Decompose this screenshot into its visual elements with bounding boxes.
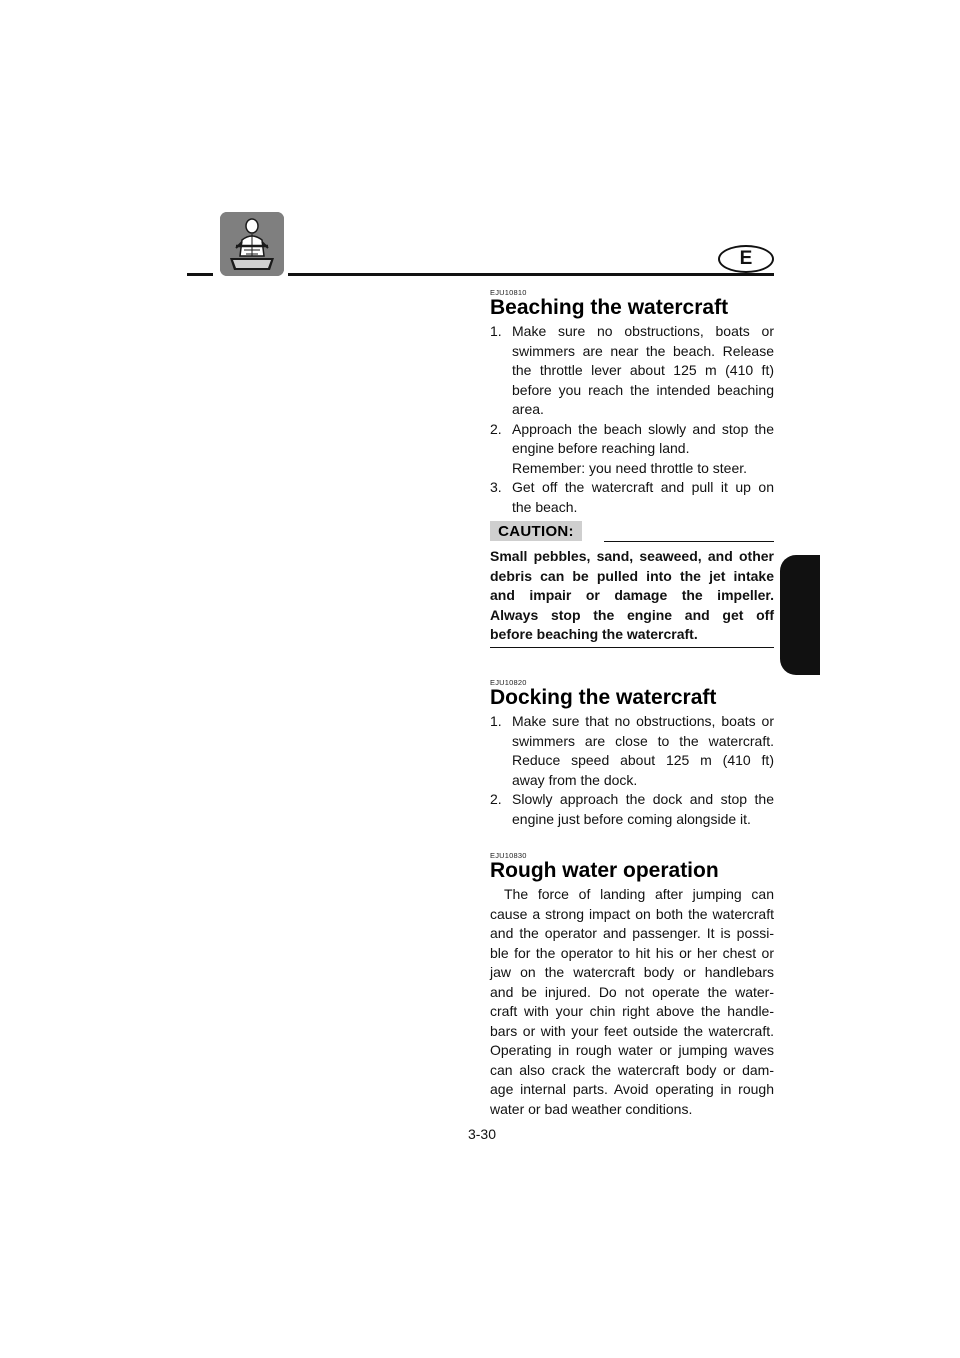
step-line: Approach the beach slowly and stop the <box>512 420 774 437</box>
step-line: away from the dock. <box>512 771 638 788</box>
caution-label <box>490 521 582 541</box>
caution-rule-top <box>604 541 774 542</box>
step-line: before you reach the intended beaching <box>512 381 774 398</box>
paragraph-line: and the operator and passenger. It is possi- <box>490 925 774 941</box>
paragraph-line: ble for the operator to hit his or her chest or <box>490 944 774 961</box>
paragraph-line: age internal parts. Avoid operating in rough <box>490 1081 774 1097</box>
paragraph-line: cause a strong impact on both the watercraft <box>490 905 774 922</box>
paragraph-line: water or bad weather conditions. <box>490 1100 693 1117</box>
section-code: EJU10810 <box>490 288 527 297</box>
section-code: EJU10830 <box>490 851 527 860</box>
section-code: EJU10820 <box>490 678 527 687</box>
section-heading: Beaching the watercraft <box>490 296 729 319</box>
paragraph-line: and be injured. Do not operate the water- <box>490 983 774 1000</box>
step-line: engine just before coming alongside it. <box>512 810 751 827</box>
caution-line: debris can be pulled into the jet intake <box>490 567 774 584</box>
step-line: swimmers are near the beach. Release <box>512 342 774 359</box>
caution-label-text: CAUTION: <box>498 522 574 540</box>
header-rule-right <box>288 273 774 276</box>
page-number: 3-30 <box>467 1126 497 1142</box>
paragraph-line: craft with your chin right above the handle- <box>490 1003 774 1019</box>
step-line: Slowly approach the dock and stop the <box>512 791 774 807</box>
step-note <box>490 459 774 479</box>
section-heading: Docking the watercraft <box>490 686 717 709</box>
step-line: area. <box>512 401 544 417</box>
step-line: engine before reaching land. <box>512 440 690 456</box>
step-line: Make sure that no obstructions, boats or <box>512 713 774 729</box>
step-item <box>490 478 774 517</box>
step-line: Remember: you need throttle to steer. <box>512 459 748 476</box>
language-badge <box>718 245 774 273</box>
step-number: 1. <box>490 713 502 729</box>
paragraph-line: bars or with your feet outside the watercraft. <box>490 1022 774 1039</box>
caution-line: before beaching the watercraft. <box>490 626 698 642</box>
step-number: 3. <box>490 479 502 495</box>
step-number: 2. <box>490 791 502 807</box>
paragraph-line: Operating in rough water or jumping waves <box>490 1042 774 1058</box>
step-number: 2. <box>490 420 502 437</box>
chapter-tab <box>780 555 820 675</box>
beaching-steps <box>490 322 774 517</box>
paragraph-line: can also crack the watercraft body or dam- <box>490 1061 774 1078</box>
step-line: swimmers are close to the watercraft. <box>512 732 774 749</box>
rough-water-paragraph <box>490 885 774 1119</box>
caution-line: Always stop the engine and get off <box>490 606 774 623</box>
paragraph-line: jaw on the watercraft body or handlebars <box>490 964 774 980</box>
step-line: Make sure no obstructions, boats or <box>512 323 774 339</box>
header-rule-left <box>187 273 213 276</box>
step-item <box>490 712 774 790</box>
docking-steps <box>490 712 774 829</box>
paragraph-line: The force of landing after jumping can <box>504 886 774 902</box>
step-line: the throttle lever about 125 m (410 ft) <box>512 362 774 378</box>
step-number: 1. <box>490 323 502 339</box>
step-item <box>490 420 774 459</box>
step-item <box>490 322 774 420</box>
caution-text <box>490 547 774 645</box>
caution-line: Small pebbles, sand, seaweed, and other <box>490 548 774 564</box>
caution-line: and impair or damage the impeller. <box>490 587 774 603</box>
language-code: E <box>739 248 753 269</box>
watercraft-rider-icon <box>220 212 284 276</box>
caution-rule-bottom <box>490 647 774 648</box>
section-heading: Rough water operation <box>490 859 719 882</box>
step-line: Reduce speed about 125 m (410 ft) <box>512 752 774 768</box>
step-item <box>490 790 774 829</box>
step-line: Get off the watercraft and pull it up on <box>512 479 774 495</box>
step-line: the beach. <box>512 498 578 515</box>
